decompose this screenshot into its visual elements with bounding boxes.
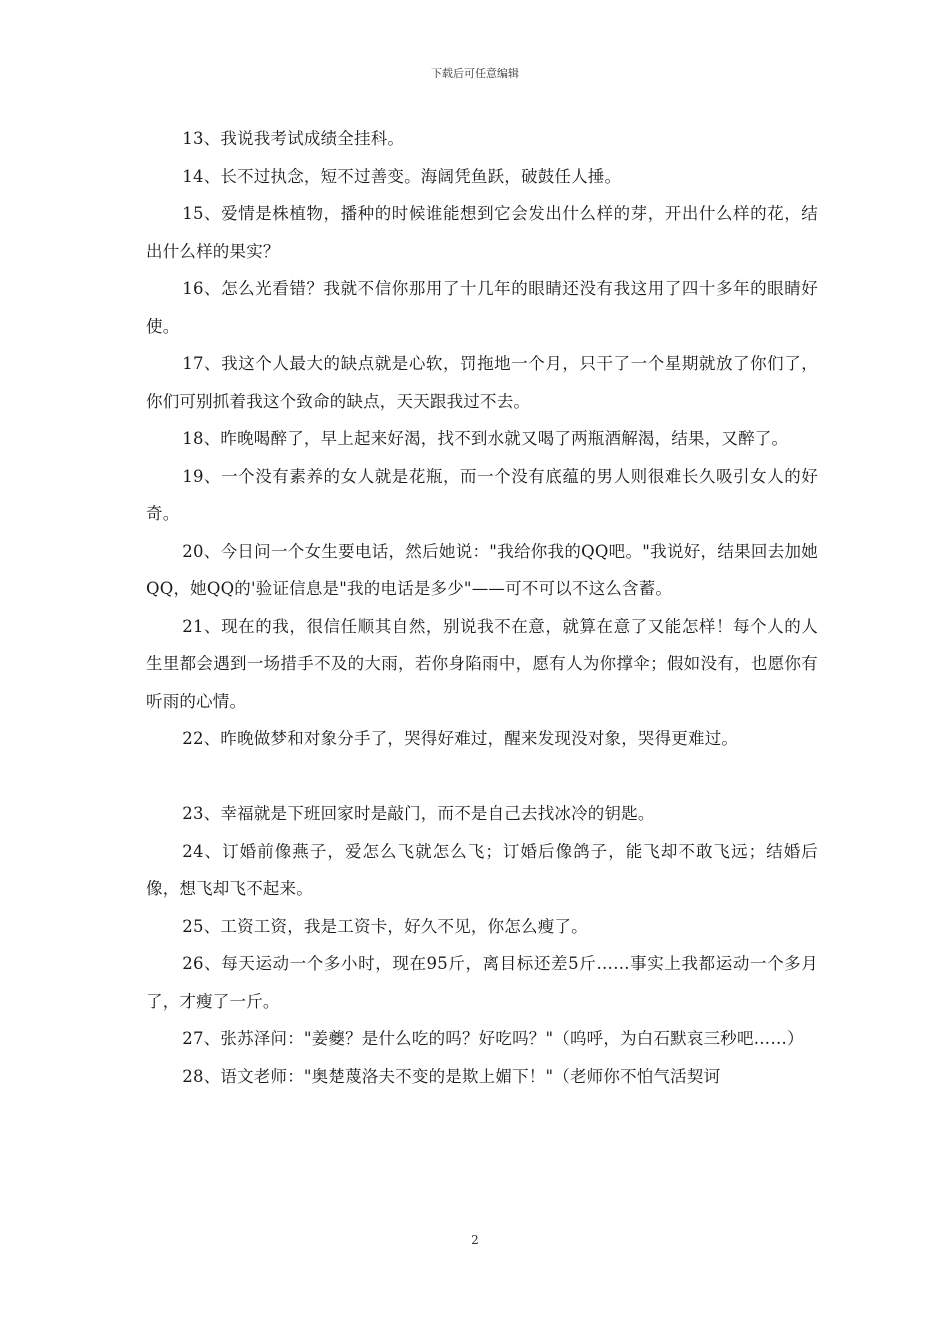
paragraph-22: 22、昨晚做梦和对象分手了，哭得好难过，醒来发现没对象，哭得更难过。: [182, 729, 739, 748]
paragraph-20: 20、今日问一个女生要电话，然后她说："我给你我的QQ吧。"我说好，结果回去加她QQ，她QQ的'验证信息是"我的电话是多少"——可不可以不这么含蓄。: [146, 541, 818, 598]
page-number: 2: [471, 1233, 479, 1247]
paragraph-24: 24、订婚前像燕子，爱怎么飞就怎么飞；订婚后像鸽子，能飞却不敢飞远；结婚后像，想飞却飞不起来。: [146, 841, 818, 898]
paragraph-27: 27、张苏泽问："姜夔？是什么吃的吗？好吃吗？"（呜呼，为白石默哀三秒吧……）: [182, 1029, 804, 1048]
paragraph-15: 15、爱情是株植物，播种的时候谁能想到它会发出什么样的芽，开出什么样的花，结出什么样的果实？: [146, 204, 818, 261]
paragraph-14: 14、长不过执念，短不过善变。海阔凭鱼跃，破鼓任人捶。: [182, 166, 622, 186]
paragraph-13: 13、我说我考试成绩全挂科。: [182, 129, 405, 148]
paragraph-25: 25、工资工资，我是工资卡，好久不见，你怎么瘦了。: [182, 916, 588, 936]
paragraph-19: 19、一个没有素养的女人就是花瓶，而一个没有底蕴的男人则很难长久吸引女人的好奇。: [146, 466, 818, 523]
page-header: 下载后可任意编辑: [431, 67, 519, 80]
paragraph-21: 21、现在的我，很信任顺其自然，别说我不在意，就算在意了又能怎样！每个人的人生里都会遇到一场措手不及的大雨，若你身陷雨中，愿有人为你撑伞；假如没有，也愿你有听雨的心情。: [146, 616, 818, 711]
document-body: [146, 120, 818, 1095]
paragraph-17: 17、我这个人最大的缺点就是心软，罚拖地一个月，只干了一个星期就放了你们了，你们可别抓着我这个致命的缺点，天天跟我过不去。: [146, 354, 818, 411]
paragraph-28: 28、语文老师："奥楚蔑洛夫不变的是欺上媚下！"（老师你不怕气活契诃: [182, 1066, 721, 1086]
paragraph-16: 16、怎么光看错？我就不信你那用了十几年的眼睛还没有我这用了四十多年的眼睛好使。: [146, 279, 818, 336]
paragraph-26: 26、每天运动一个多小时，现在95斤，离目标还差5斤……事实上我都运动一个多月了，才瘦了一斤。: [146, 954, 818, 1011]
paragraph-23: 23、幸福就是下班回家时是敲门，而不是自己去找冰冷的钥匙。: [182, 804, 655, 823]
paragraph-18: 18、昨晚喝醉了，早上起来好渴，找不到水就又喝了两瓶酒解渴，结果，又醉了。: [182, 429, 789, 448]
